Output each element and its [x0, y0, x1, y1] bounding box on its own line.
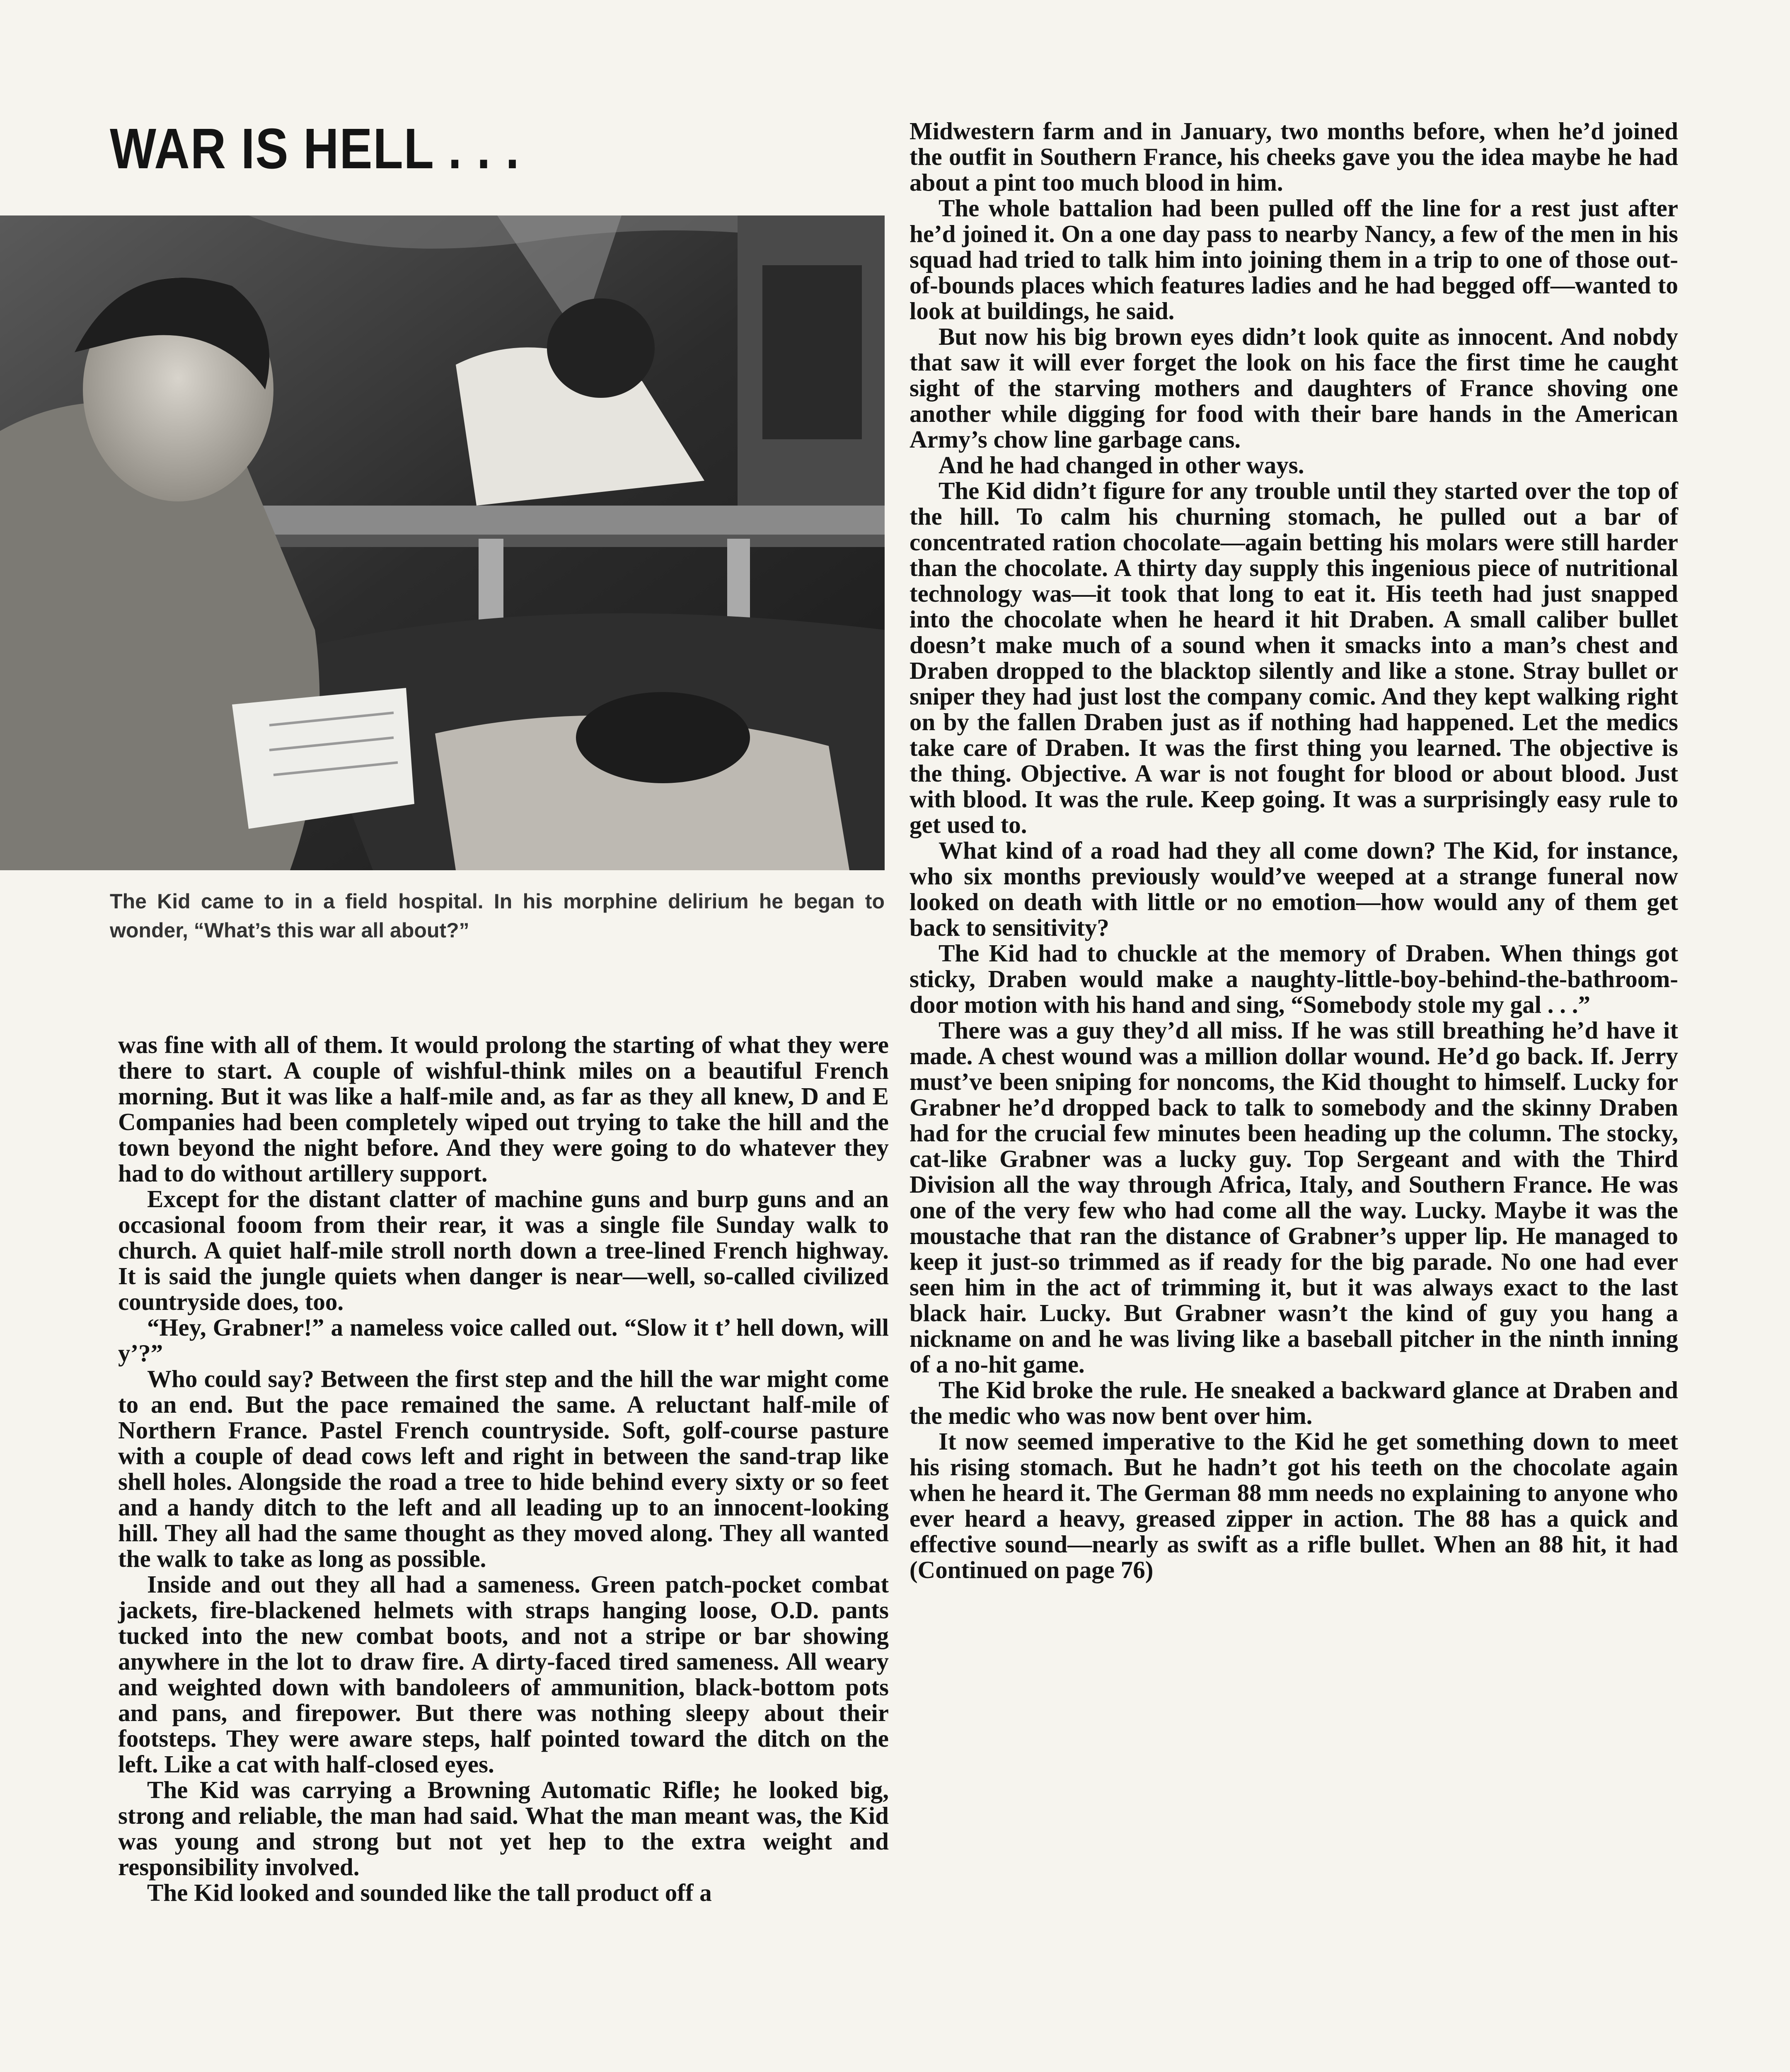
right-paragraph: There was a guy they’d all miss. If he was still breathing he’d have it made. A chest wound was a million dollar wound. He’d go back. If. Jerry must’ve been sniping for noncoms, the Kid thought to himself. Lucky for Grabner he’d dropped back to talk to somebody and the skinny Draben had for the crucial few minutes been heading up the column. The stocky, cat-like Grabner was a lucky guy. Top Sergeant and with the Third Division all the way through Africa, Italy, and Southern France. He was one of the very few who had come all the way. Lucky. Maybe it was the moustache that ran the distance of Grabner’s upper lip. He managed to keep it just-so trimmed as if ready for the big parade. No one had ever seen him in the act of trimming it, but it was always exact to the last black hair. Lucky. But Grabner wasn’t the kind of guy you hang a nickname on and he was living like a baseball pitcher in the ninth inning of a no-hit game. [910, 1017, 1678, 1378]
right-paragraph: And he had changed in other ways. [939, 451, 1304, 479]
right-paragraph: But now his big brown eyes didn’t look quite as innocent. And nobdy that saw it will ever forget the look on his face the first time he caught sight of the starving mothers and daughters of France shoving one another while digging for food with their bare hands in the American Army’s chow line garbage cans. [910, 323, 1678, 453]
article-right-column [910, 118, 1678, 1583]
left-paragraph: Who could say? Between the first step and the hill the war might come to an end. But the pace remained the same. A reluctant half-mile of Northern France. Pastel French countryside. Soft, golf-course pasture with a couple of dead cows left and right in between the sand-trap like shell holes. Alongside the road a tree to hide behind every sixty or so feet and a handy ditch to the left and all leading up to an innocent-looking hill. They all had the same thought as they moved along. They all wanted the walk to take as long as possible. [118, 1365, 889, 1572]
field-hospital-photo [0, 215, 885, 870]
right-paragraph: The Kid didn’t figure for any trouble until they started over the top of the hill. To calm his churning stomach, he pulled out a bar of concentrated ration chocolate—again betting his molars were still harder than the chocolate. A thirty day supply this ingenious piece of nutritional technology was—it took that long to eat it. His teeth had just snapped into the chocolate when he heard it hit Draben. A small caliber bullet doesn’t make much of a sound when it smacks into a man’s chest and Draben dropped to the blacktop silently and like a stone. Stray bullet or sniper they had just lost the company comic. And they kept walking right on by the fallen Draben just as if nothing had happened. Let the medics take care of Draben. It was the first thing you learned. The objective is the thing. Objective. A war is not fought for blood or about blood. Just with blood. It was the rule. Keep going. It was a surprisingly easy rule to get used to. [910, 477, 1678, 838]
right-paragraph: What kind of a road had they all come down? The Kid, for instance, who six months previously would’ve weeped at a strange funeral now looked on death with little or no emotion—how would any of them get back to sensitivity? [910, 837, 1678, 941]
right-paragraph: The Kid broke the rule. He sneaked a backward glance at Draben and the medic who was now bent over him. [910, 1376, 1678, 1429]
left-paragraph: “Hey, Grabner!” a nameless voice called out. “Slow it t’ hell down, will y’?” [118, 1314, 889, 1367]
left-paragraph: was fine with all of them. It would prolong the starting of what they were there to start. A couple of wishful-think miles on a beautiful French morning. But it was like a half-mile and, as far as they all knew, D and E Companies had been completely wiped out trying to take the hill and the town beyond the night before. And they were going to do whatever they had to do without artillery support. [118, 1031, 889, 1187]
left-paragraph: Except for the distant clatter of machine guns and burp guns and an occasional fooom from their rear, it was a single file Sunday walk to church. A quiet half-mile stroll north down a tree-lined French highway. It is said the jungle quiets when danger is near—well, so-called civilized countryside does, too. [118, 1185, 889, 1315]
field-hospital-photo-illustration [0, 215, 885, 870]
right-paragraph: Midwestern farm and in January, two months before, when he’d joined the outfit in Southern France, his cheeks gave you the idea maybe he had about a pint too much blood in him. [910, 117, 1678, 196]
right-paragraph: The whole battalion had been pulled off the line for a rest just after he’d joined it. On a one day pass to nearby Nancy, a few of the men in his squad had tried to talk him into joining them in a trip to one of those out-of-bounds places which features ladies and he had begged off—wanted to look at buildings, he said. [910, 194, 1678, 324]
left-paragraph: Inside and out they all had a sameness. Green patch-pocket combat jackets, fire-blackened helmets with straps hanging loose, O.D. pants tucked into the new combat boots, and not a stripe or bar showing anywhere in the lot to draw fire. A dirty-faced tired sameness. All weary and weighted down with bandoleers of ammunition, black-bottom pots and pans, and firepower. But there was nothing sleepy about their footsteps. They were aware steps, half pointed toward the ditch on the left. Like a cat with half-closed eyes. [118, 1571, 889, 1778]
article-left-column [118, 1032, 889, 1905]
left-paragraph: The Kid was carrying a Browning Automatic Rifle; he looked big, strong and reliable, the man had said. What the man meant was, the Kid was young and strong but not yet hep to the extra weight and responsibility involved. [118, 1776, 889, 1881]
right-paragraph: It now seemed imperative to the Kid he get something down to meet his rising stomach. But he hadn’t got his teeth on the chocolate again when he heard it. The German 88 mm needs no explaining to anyone who ever heard a heavy, greased zipper in action. The 88 has a quick and effective sound—nearly as swift as a rifle bullet. When an 88 hit, it had (Continued on page 76) [910, 1428, 1678, 1583]
left-paragraph: The Kid looked and sounded like the tall product off a [147, 1879, 712, 1906]
article-title: WAR IS HELL . . . [110, 117, 520, 181]
right-paragraph: The Kid had to chuckle at the memory of Draben. When things got sticky, Draben would make a naughty-little-boy-behind-the-bathroom-door motion with his hand and sing, “Somebody stole my gal . . .” [910, 939, 1678, 1018]
photo-caption: The Kid came to in a field hospital. In his morphine delirium he began to wonder, “What’s this war all about?” [110, 890, 885, 942]
